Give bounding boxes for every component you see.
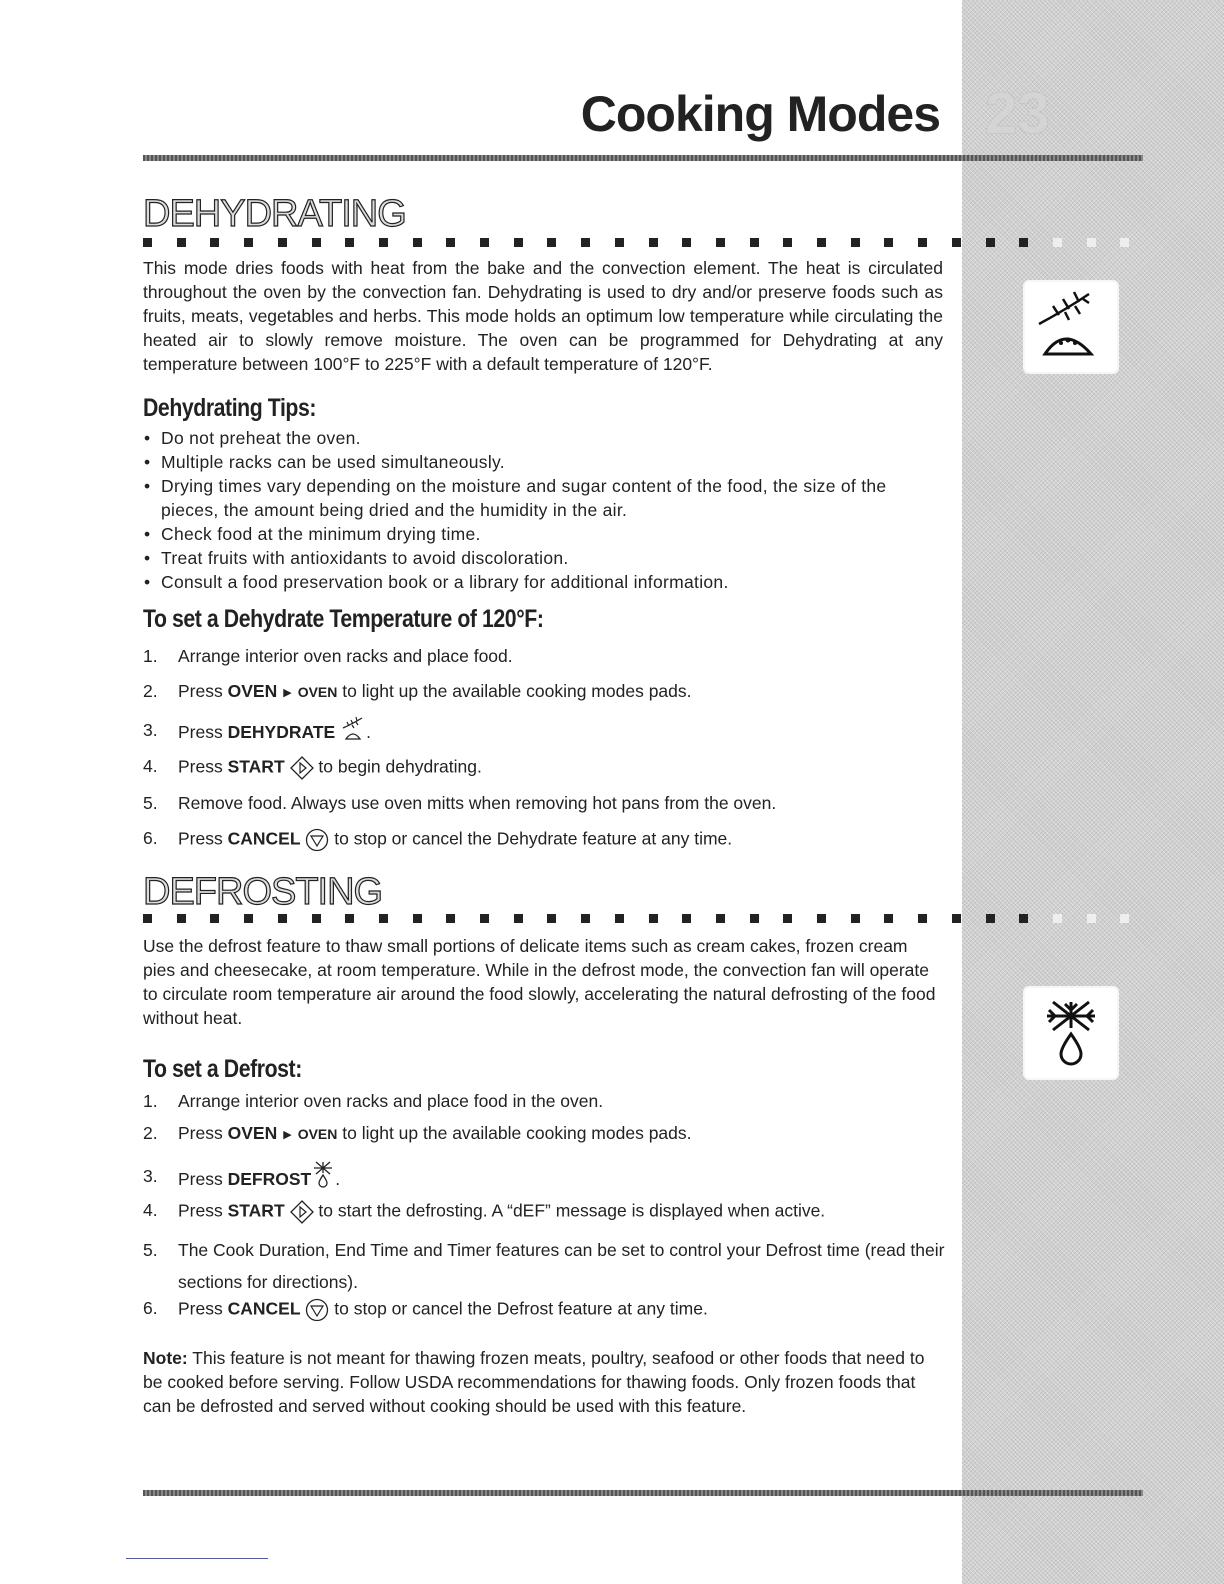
dehydrate-icon-box bbox=[1025, 282, 1117, 372]
divider-dot bbox=[278, 238, 287, 247]
divider-dot bbox=[1053, 914, 1062, 923]
cancel-key-label: CANCEL bbox=[227, 1298, 301, 1319]
divider-dot bbox=[986, 238, 995, 247]
dehydrating-dot-divider bbox=[143, 238, 1143, 248]
divider-dot bbox=[345, 914, 354, 923]
list-item: 6. Press CANCEL to stop or cancel the Dehydrate feature at any time. bbox=[143, 828, 953, 858]
oven-key-label: OVEN bbox=[227, 1123, 278, 1143]
divider-dot bbox=[682, 914, 691, 923]
list-item: 1. Arrange interior oven racks and place food. bbox=[143, 646, 513, 666]
note-text: This feature is not meant for thawing frozen meats, poultry, seafood or other foods that need to be cooked before serving. Follow USDA recommendations for thawing foods. Only frozen foods that can be defrosted and served without cooking should be used with this feature. bbox=[143, 1348, 925, 1416]
defrost-icon bbox=[311, 1160, 335, 1188]
list-item: • Multiple racks can be used simultaneously. bbox=[143, 450, 943, 474]
list-item: 5. The Cook Duration, End Time and Timer features can be set to control your Defrost time (read their sections for directions). bbox=[143, 1240, 945, 1292]
divider-dot bbox=[716, 914, 725, 923]
divider-dot bbox=[851, 914, 860, 923]
divider-dot bbox=[682, 238, 691, 247]
divider-dot bbox=[547, 914, 556, 923]
divider-dot bbox=[952, 238, 961, 247]
play-arrow-icon: ▶ bbox=[283, 1129, 292, 1141]
dehydrating-tips-list bbox=[143, 426, 943, 594]
start-key-label: START bbox=[227, 756, 285, 777]
divider-dot bbox=[783, 914, 792, 923]
defrosting-intro: Use the defrost feature to thaw small portions of delicate items such as cream cakes, frozen cream pies and cheesecake, at room temperature. While in the defrost mode, the convection fan will operate to circulate room temperature air around the food slowly, accelerating the natural defrosting of the food without heat. bbox=[143, 936, 936, 1028]
divider-dot bbox=[514, 238, 523, 247]
divider-dot bbox=[1019, 914, 1028, 923]
defrost-icon-box bbox=[1025, 988, 1117, 1078]
divider-dot bbox=[312, 238, 321, 247]
header-rule bbox=[143, 155, 1143, 161]
divider-dot bbox=[884, 238, 893, 247]
list-item: • Consult a food preservation book or a library for additional information. bbox=[143, 570, 943, 594]
divider-dot bbox=[817, 238, 826, 247]
divider-dot bbox=[177, 914, 186, 923]
defrost-note bbox=[143, 1346, 943, 1418]
divider-dot bbox=[413, 914, 422, 923]
divider-dot bbox=[1120, 238, 1129, 247]
divider-dot bbox=[278, 914, 287, 923]
list-item: 6. Press CANCEL to stop or cancel the Defrost feature at any time. bbox=[143, 1298, 953, 1328]
divider-dot bbox=[446, 914, 455, 923]
defrost-key-label: DEFROST bbox=[227, 1168, 312, 1189]
divider-dot bbox=[649, 238, 658, 247]
list-item: 2. Press OVEN ▶ OVEN to light up the available cooking modes pads. bbox=[143, 1123, 692, 1143]
cancel-icon bbox=[305, 1298, 329, 1322]
dehydrating-title: DEHYDRATING bbox=[143, 193, 406, 235]
dehydrating-intro: This mode dries foods with heat from the bake and the convection element. The heat is circulated throughout the oven by the convection fan. Dehydrating is used to dry and/or preserve foods such as fruits, meats, vegetables and herbs. This mode holds an optimum low temperature while circulating the heated air to slowly remove moisture. The oven can be programmed for Dehydrating at any temperature between 100°F to 225°F with a default temperature of 120°F. bbox=[143, 258, 943, 374]
divider-dot bbox=[413, 238, 422, 247]
page-number: 23 bbox=[985, 81, 1050, 146]
divider-dot bbox=[783, 238, 792, 247]
divider-dot bbox=[615, 238, 624, 247]
footer-rule bbox=[143, 1490, 1143, 1496]
divider-dot bbox=[581, 238, 590, 247]
divider-dot bbox=[918, 914, 927, 923]
divider-dot bbox=[750, 914, 759, 923]
list-item: 4. Press START to begin dehydrating. bbox=[143, 756, 953, 793]
list-item: 4. Press START to start the defrosting. A “dEF” message is displayed when active. bbox=[143, 1200, 953, 1234]
start-icon bbox=[290, 756, 314, 780]
list-item: 5. Remove food. Always use oven mitts when removing hot pans from the oven. bbox=[143, 793, 777, 813]
divider-dot bbox=[446, 238, 455, 247]
list-item: • Drying times vary depending on the moisture and sugar content of the food, the size of the pieces, the amount being dried and the humidity in the air. bbox=[143, 474, 943, 522]
divider-dot bbox=[143, 914, 152, 923]
divider-dot bbox=[1087, 914, 1096, 923]
divider-dot bbox=[210, 238, 219, 247]
list-item: • Treat fruits with antioxidants to avoid discoloration. bbox=[143, 546, 943, 570]
dehydrate-steps-list bbox=[143, 646, 953, 858]
footer-link-underline bbox=[126, 1558, 268, 1559]
divider-dot bbox=[210, 914, 219, 923]
dehydrate-steps-heading: To set a Dehydrate Temperature of 120°F: bbox=[143, 605, 544, 633]
oven-key-label: OVEN bbox=[227, 681, 278, 701]
divider-dot bbox=[547, 238, 556, 247]
dehydrate-key-label: DEHYDRATE bbox=[227, 721, 336, 742]
divider-dot bbox=[615, 914, 624, 923]
divider-dot bbox=[851, 238, 860, 247]
defrost-steps-list bbox=[143, 1091, 953, 1328]
defrosting-title: DEFROSTING bbox=[143, 871, 383, 913]
dehydrate-icon bbox=[1025, 282, 1117, 372]
defrosting-dot-divider bbox=[143, 914, 1143, 924]
defrost-icon bbox=[1025, 988, 1117, 1078]
divider-dot bbox=[716, 238, 725, 247]
cancel-key-label: CANCEL bbox=[227, 828, 301, 849]
divider-dot bbox=[1120, 914, 1129, 923]
divider-dot bbox=[379, 238, 388, 247]
divider-dot bbox=[918, 238, 927, 247]
play-arrow-icon: ▶ bbox=[283, 687, 292, 699]
divider-dot bbox=[581, 914, 590, 923]
divider-dot bbox=[884, 914, 893, 923]
divider-dot bbox=[244, 914, 253, 923]
divider-dot bbox=[480, 238, 489, 247]
start-key-label: START bbox=[227, 1200, 285, 1221]
divider-dot bbox=[177, 238, 186, 247]
divider-dot bbox=[1053, 238, 1062, 247]
cancel-icon bbox=[305, 828, 329, 852]
list-item: 3. Press DEHYDRATE . bbox=[143, 716, 953, 756]
divider-dot bbox=[986, 914, 995, 923]
page-title: Cooking Modes bbox=[580, 86, 940, 142]
list-item: 1. Arrange interior oven racks and place food in the oven. bbox=[143, 1091, 604, 1111]
note-label: Note: bbox=[143, 1348, 188, 1368]
divider-dot bbox=[817, 914, 826, 923]
divider-dot bbox=[649, 914, 658, 923]
divider-dot bbox=[1019, 238, 1028, 247]
divider-dot bbox=[1087, 238, 1096, 247]
divider-dot bbox=[952, 914, 961, 923]
divider-dot bbox=[345, 238, 354, 247]
divider-dot bbox=[312, 914, 321, 923]
list-item: 3. Press DEFROST . bbox=[143, 1160, 953, 1200]
divider-dot bbox=[514, 914, 523, 923]
divider-dot bbox=[143, 238, 152, 247]
list-item: • Check food at the minimum drying time. bbox=[143, 522, 943, 546]
divider-dot bbox=[379, 914, 388, 923]
divider-dot bbox=[244, 238, 253, 247]
dehydrate-icon bbox=[340, 716, 366, 742]
start-icon bbox=[290, 1200, 314, 1224]
divider-dot bbox=[480, 914, 489, 923]
defrost-steps-heading: To set a Defrost: bbox=[143, 1055, 302, 1083]
list-item: 2. Press OVEN ▶ OVEN to light up the available cooking modes pads. bbox=[143, 681, 692, 701]
divider-dot bbox=[750, 238, 759, 247]
dehydrating-tips-heading: Dehydrating Tips: bbox=[143, 394, 317, 422]
list-item: • Do not preheat the oven. bbox=[143, 426, 943, 450]
